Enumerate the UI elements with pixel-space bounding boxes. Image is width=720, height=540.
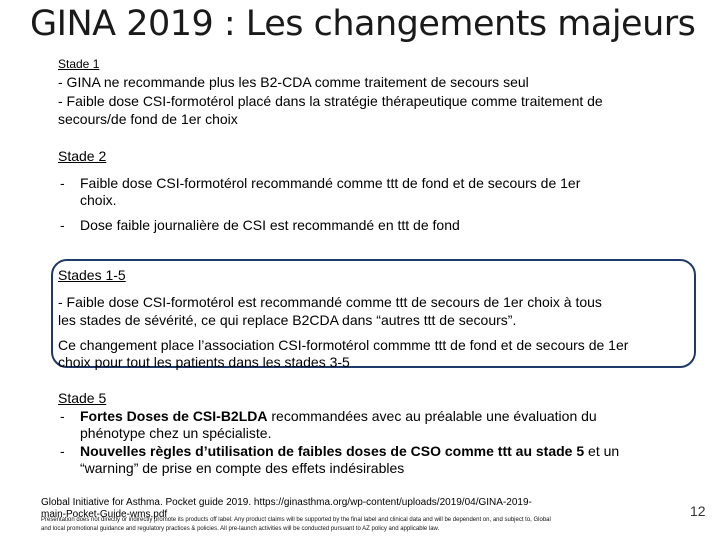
stades15-note-line1: Ce changement place l’association CSI-formotérol commme ttt de fond et de secours de 1er xyxy=(58,337,629,353)
stade5-dash-2: - xyxy=(60,443,65,459)
reference-line2: main-Pocket-Guide-wms.pdf xyxy=(41,509,168,520)
stade5-bullet1-line2: phénotype chez un spécialiste. xyxy=(80,425,272,441)
stade5-bullet2-line2: “warning” de prise en compte des effets indésirables xyxy=(80,460,405,476)
stade5-bullet1-line1 xyxy=(80,407,597,425)
stade2-bullet2: Dose faible journalière de CSI est recommandé en ttt de fond xyxy=(80,217,460,233)
stade5-heading: Stade 5 xyxy=(58,390,107,406)
stade5-dash-1: - xyxy=(60,408,65,424)
disclaimer-line2: and local promotional guidance and regulatory practices & policies. All pre-launch activities will be conducted pursuant to AZ policy and applicable law. xyxy=(41,526,440,532)
stades15-line2: les stades de sévérité, ce qui replace B2CDA dans “autres ttt de secours”. xyxy=(58,312,517,328)
stade2-dash-2: - xyxy=(60,217,65,233)
stades15-note-line2: choix pour tout les patients dans les stades 3-5 xyxy=(58,354,350,370)
page-number: 12 xyxy=(690,503,706,519)
stade1-line1: - GINA ne recommande plus les B2-CDA comme traitement de secours seul xyxy=(58,74,529,90)
stade2-heading: Stade 2 xyxy=(58,148,107,164)
stades15-heading: Stades 1-5 xyxy=(58,267,126,283)
disclaimer-line1: Presentation does not directly or indirectly promote its products off label. Any product claims will be supported by the final label and clinical data and will be dependent on, and subject to, Global xyxy=(41,517,551,523)
stade5-bullet2-bold: Nouvelles règles d’utilisation de faibles doses de CSO comme ttt au stade 5 xyxy=(80,443,585,459)
stade5-bullet2-rest: et un xyxy=(584,443,620,459)
stade2-bullet1-line2: choix. xyxy=(80,192,117,208)
reference-line1: Global Initiative for Asthma. Pocket guide 2019. https://ginasthma.org/wp-content/uploads/2019/04/GINA-2019- xyxy=(41,497,532,508)
stades15-line1: - Faible dose CSI-formotérol est recommandé comme ttt de secours de 1er choix à tous xyxy=(58,294,602,310)
page-title: GINA 2019 : Les changements majeurs xyxy=(30,4,696,44)
stade5-bullet2-line1 xyxy=(80,442,619,460)
stade1-line3: secours/de fond de 1er choix xyxy=(58,111,238,127)
stade2-dash-1: - xyxy=(60,175,65,191)
stade5-bullet1-bold: Fortes Doses de CSI-B2LDA xyxy=(80,408,268,424)
stade1-heading: Stade 1 xyxy=(58,57,100,71)
stade5-bullet1-rest: recommandées avec au préalable une évaluation du xyxy=(267,408,597,424)
stade2-bullet1-line1: Faible dose CSI-formotérol recommandé comme ttt de fond et de secours de 1er xyxy=(80,175,581,191)
stade1-line2: - Faible dose CSI-formotérol placé dans la stratégie thérapeutique comme traitement de xyxy=(58,93,603,109)
